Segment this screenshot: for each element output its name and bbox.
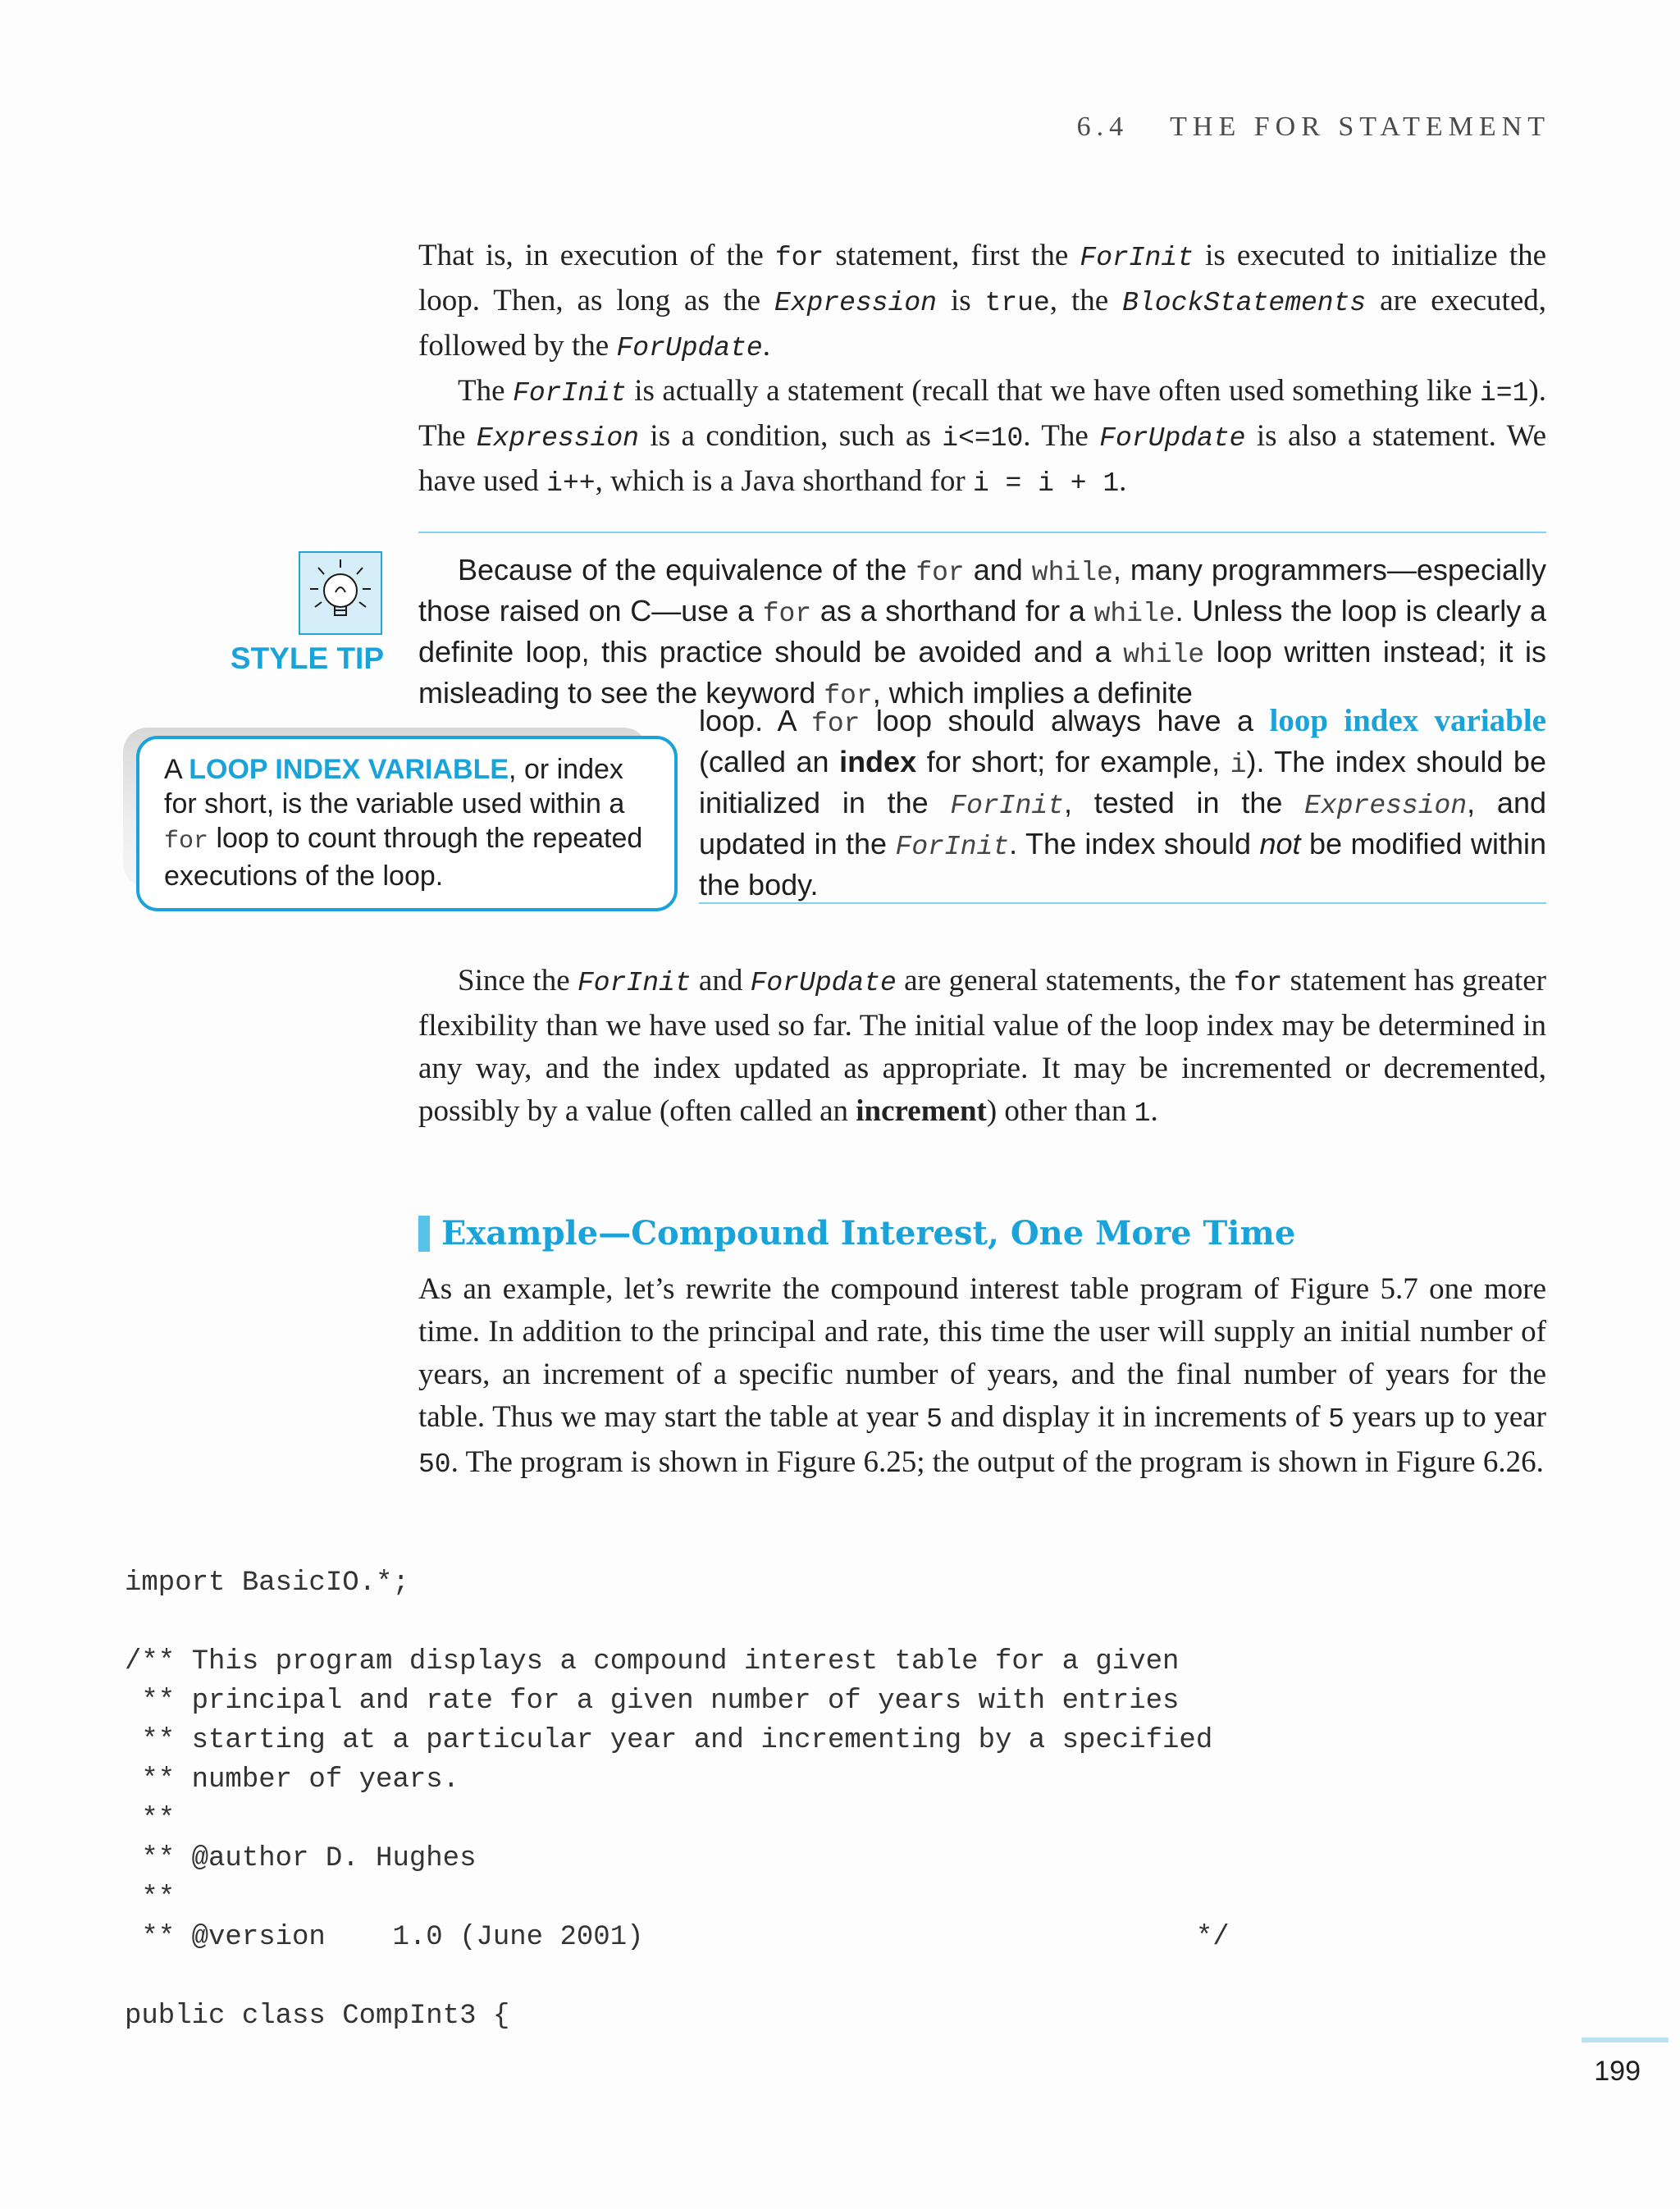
paragraph-4: As an example, let’s rewrite the compound interest table program of Figure 5.7 one more time. In addition to the principal and rate, this time the user will supply an initial number of years, an increment of a specific number of years, and the final number of years for the table. Thus we may start the table at year 5 and display it in increments of 5 years up to year 50. The program is shown in Figure 6.25; the output of the program is shown in Figure 6.26. — [418, 1272, 1546, 1480]
code-line: ** — [125, 1883, 176, 1914]
page-number-rule — [1582, 2038, 1669, 2042]
style-tip-label: STYLE TIP — [230, 641, 384, 675]
code-line: ** starting at a particular year and incrementing by a specified — [125, 1725, 1213, 1756]
page-number: 199 — [1594, 2056, 1641, 2087]
heading-bar — [418, 1216, 430, 1252]
code-line: ** @author D. Hughes — [125, 1843, 477, 1874]
intro-paragraphs — [418, 235, 1546, 505]
code-listing — [125, 1563, 1230, 2036]
paragraph-2: The ForInit is actually a statement (recall that we have often used something like i=1). The Expression is a condition, such as i<=10. The ForUpdate is also a statement. We have used i++, which is a Java shorthand for i = i + 1. — [418, 374, 1547, 499]
key-term: loop index variable — [1269, 703, 1546, 738]
section-number: 6.4 — [1076, 112, 1130, 142]
section-heading: Example—Compound Interest, One More Time — [418, 1214, 1295, 1253]
style-tip-text-continued: loop. A for loop should always have a loop index variable (called an index for short; for example, i). The index should be initialized in the ForInit, tested in the Expression, and updated in the ForInit. The index should not be modified within the body. — [699, 703, 1546, 901]
style-tip-text: Because of the equivalence of the for and while, many programmers—especially those raised on C—use a for as a shorthand for a while. Unless the loop is clearly a definite loop, this practice should be avoided and a while loop written instead; it is misleading to see the keyword for, which implies a definite — [418, 553, 1546, 711]
style-tip-top-rule — [418, 532, 1546, 533]
style-tip-bottom-rule — [699, 902, 1546, 904]
paragraph-1: That is, in execution of the for statement, first the ForInit is executed to initialize the loop. Then, as long as the Expression is true, the BlockStatements are executed, followed by the ForUpdate. — [418, 239, 1546, 363]
code-line: /** This program displays a compound interest table for a given — [125, 1646, 1180, 1677]
section-title: THE FOR STATEMENT — [1170, 112, 1550, 142]
code-line: ** @version 1.0 (June 2001) */ — [125, 1922, 1230, 1953]
code-line — [125, 1603, 1230, 1642]
running-head — [1017, 112, 1550, 143]
code-line: public class CompInt3 { — [125, 2001, 510, 2032]
code-line: import BasicIO.*; — [125, 1568, 409, 1599]
lightbulb-icon — [299, 551, 382, 635]
definition-text: A LOOP INDEX VARIABLE, or index for short, is the variable used within a for loop to count through the repeated executions of the loop. — [164, 754, 643, 892]
code-line: ** number of years. — [125, 1764, 460, 1796]
code-line: ** — [125, 1804, 176, 1835]
definition-term: LOOP INDEX VARIABLE — [189, 754, 509, 785]
code-line: ** principal and rate for a given number of years with entries — [125, 1686, 1180, 1717]
paragraph-3: Since the ForInit and ForUpdate are general statements, the for statement has greater flexibility than we have used so far. The initial value of the loop index may be determined in any way, and the index updated as appropriate. It may be incremented or decremented, possibly by a value (often called an increment) other than 1. — [418, 964, 1547, 1129]
code-line — [125, 1957, 1230, 1997]
